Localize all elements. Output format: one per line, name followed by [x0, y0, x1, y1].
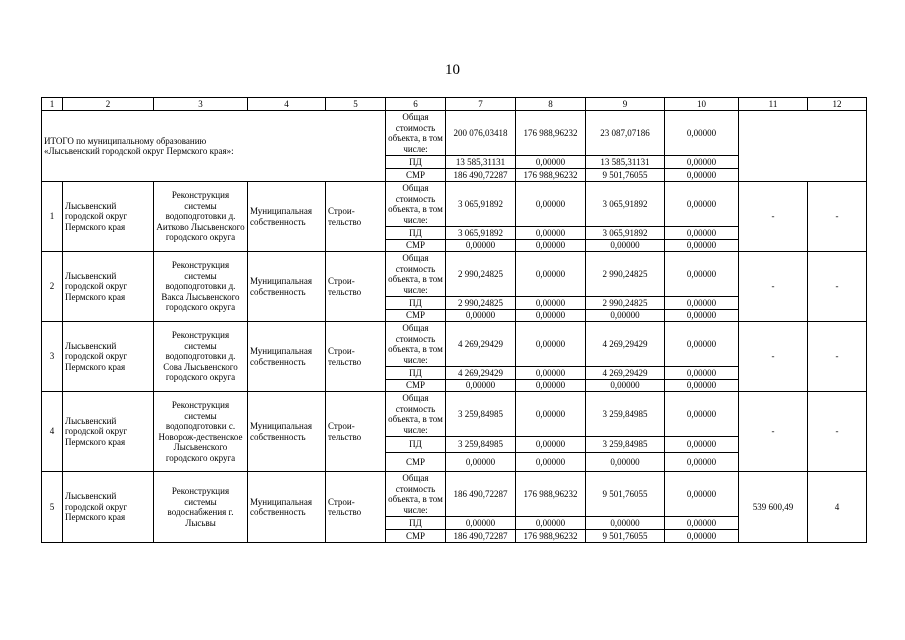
column-11-cell: - [739, 182, 808, 252]
cost-type-cell: СМР [386, 240, 446, 252]
column-12-cell: - [808, 182, 867, 252]
header-cell: 2 [63, 98, 154, 111]
project-municipality: Лысьвенский городской округ Пермского края [63, 182, 154, 252]
value-cell: 0,00000 [516, 310, 586, 322]
value-cell: 0,00000 [586, 310, 665, 322]
project-work-type: Строи-тельство [326, 392, 386, 472]
cost-type-cell: ПД [386, 517, 446, 530]
value-cell: 0,00000 [516, 453, 586, 472]
header-cell: 8 [516, 98, 586, 111]
project-work-type: Строи-тельство [326, 322, 386, 392]
header-row [42, 98, 867, 111]
value-cell: 0,00000 [516, 367, 586, 380]
column-11-cell: - [739, 392, 808, 472]
value-cell: 0,00000 [665, 252, 739, 297]
value-cell: 4 269,29429 [446, 367, 516, 380]
value-cell: 0,00000 [516, 227, 586, 240]
project-work-type: Строи-тельство [326, 182, 386, 252]
value-cell: 0,00000 [446, 240, 516, 252]
value-cell: 2 990,24825 [586, 252, 665, 297]
header-cell: 4 [248, 98, 326, 111]
value-cell: 186 490,72287 [446, 530, 516, 543]
cost-type-cell: Общая стоимость объекта, в том числе: [386, 472, 446, 517]
project-ownership: Муниципальная собственность [248, 322, 326, 392]
project-object: Реконструкция системы водоподготовки д. Аитково Лысьвенского городского округа [154, 182, 248, 252]
summary-label-line1: ИТОГО по муниципальному образованию [44, 135, 207, 146]
value-cell: 0,00000 [665, 437, 739, 453]
value-cell: 0,00000 [516, 322, 586, 367]
column-11-cell: - [739, 252, 808, 322]
value-cell: 0,00000 [586, 453, 665, 472]
value-cell: 4 269,29429 [446, 322, 516, 367]
value-cell: 3 259,84985 [446, 392, 516, 437]
value-cell: 0,00000 [665, 392, 739, 437]
project-number: 4 [42, 392, 63, 472]
header-cell: 1 [42, 98, 63, 111]
cost-type-cell: СМР [386, 530, 446, 543]
header-cell: 7 [446, 98, 516, 111]
value-cell: 9 501,76055 [586, 472, 665, 517]
value-cell: 4 269,29429 [586, 367, 665, 380]
project-number: 1 [42, 182, 63, 252]
value-cell: 23 087,07186 [586, 111, 665, 156]
project-municipality: Лысьвенский городской округ Пермского края [63, 472, 154, 543]
project-ownership: Муниципальная собственность [248, 392, 326, 472]
value-cell: 0,00000 [665, 453, 739, 472]
cost-type-cell: ПД [386, 437, 446, 453]
value-cell: 4 269,29429 [586, 322, 665, 367]
project-work-type: Строи-тельство [326, 472, 386, 543]
value-cell: 0,00000 [665, 169, 739, 182]
column-12-cell: 4 [808, 472, 867, 543]
project-ownership: Муниципальная собственность [248, 472, 326, 543]
project-municipality: Лысьвенский городской округ Пермского края [63, 392, 154, 472]
value-cell: 0,00000 [665, 310, 739, 322]
value-cell: 0,00000 [586, 240, 665, 252]
project-row [42, 182, 867, 227]
project-object: Реконструкция системы водоподготовки д. Сова Лысьвенского городского округа [154, 322, 248, 392]
value-cell: 0,00000 [665, 182, 739, 227]
project-row [42, 322, 867, 367]
column-11-cell: 539 600,49 [739, 472, 808, 543]
cost-type-cell: ПД [386, 297, 446, 310]
value-cell: 0,00000 [516, 182, 586, 227]
data-table [41, 97, 867, 543]
cost-type-cell: СМР [386, 380, 446, 392]
cost-type-cell: Общая стоимость объекта, в том числе: [386, 322, 446, 367]
value-cell: 2 990,24825 [446, 252, 516, 297]
project-object: Реконструкция системы водоснабжения г. Лысьвы [154, 472, 248, 543]
value-cell: 2 990,24825 [586, 297, 665, 310]
value-cell: 176 988,96232 [516, 472, 586, 517]
value-cell: 200 076,03418 [446, 111, 516, 156]
cost-type-cell: ПД [386, 227, 446, 240]
value-cell: 9 501,76055 [586, 169, 665, 182]
summary-label [42, 111, 386, 182]
value-cell: 0,00000 [665, 227, 739, 240]
value-cell: 0,00000 [516, 437, 586, 453]
page-number: 10 [445, 62, 460, 78]
value-cell: 0,00000 [665, 472, 739, 517]
value-cell: 176 988,96232 [516, 111, 586, 156]
project-row [42, 252, 867, 297]
value-cell: 0,00000 [665, 322, 739, 367]
header-cell: 12 [808, 98, 867, 111]
cost-type-cell: СМР [386, 169, 446, 182]
value-cell: 0,00000 [516, 392, 586, 437]
project-number: 2 [42, 252, 63, 322]
header-cell: 9 [586, 98, 665, 111]
project-row [42, 392, 867, 437]
column-12-cell: - [808, 392, 867, 472]
cost-type-cell: Общая стоимость объекта, в том числе: [386, 252, 446, 297]
column-11-cell: - [739, 322, 808, 392]
value-cell: 0,00000 [665, 297, 739, 310]
value-cell: 13 585,31131 [446, 156, 516, 169]
project-number: 3 [42, 322, 63, 392]
project-municipality: Лысьвенский городской округ Пермского края [63, 252, 154, 322]
project-ownership: Муниципальная собственность [248, 252, 326, 322]
column-12-cell: - [808, 322, 867, 392]
header-cell: 3 [154, 98, 248, 111]
value-cell: 176 988,96232 [516, 530, 586, 543]
value-cell: 0,00000 [665, 517, 739, 530]
header-cell: 6 [386, 98, 446, 111]
value-cell: 186 490,72287 [446, 169, 516, 182]
summary-empty-cell [739, 111, 867, 182]
value-cell: 0,00000 [516, 517, 586, 530]
header-cell: 10 [665, 98, 739, 111]
value-cell: 0,00000 [516, 156, 586, 169]
project-number: 5 [42, 472, 63, 543]
value-cell: 3 065,91892 [586, 227, 665, 240]
value-cell: 0,00000 [516, 240, 586, 252]
value-cell: 0,00000 [665, 367, 739, 380]
value-cell: 0,00000 [665, 156, 739, 169]
header-cell: 11 [739, 98, 808, 111]
cost-type-cell: Общая стоимость объекта, в том числе: [386, 182, 446, 227]
value-cell: 3 065,91892 [446, 227, 516, 240]
value-cell: 3 259,84985 [586, 392, 665, 437]
value-cell: 2 990,24825 [446, 297, 516, 310]
value-cell: 0,00000 [516, 297, 586, 310]
summary-label-line2: «Лысьвенский городской округ Пермского края»: [44, 146, 234, 156]
column-12-cell: - [808, 252, 867, 322]
value-cell: 3 259,84985 [446, 437, 516, 453]
value-cell: 0,00000 [665, 380, 739, 392]
value-cell: 186 490,72287 [446, 472, 516, 517]
value-cell: 0,00000 [516, 380, 586, 392]
value-cell: 13 585,31131 [586, 156, 665, 169]
value-cell: 0,00000 [516, 252, 586, 297]
value-cell: 9 501,76055 [586, 530, 665, 543]
cost-type-cell: ПД [386, 156, 446, 169]
project-work-type: Строи-тельство [326, 252, 386, 322]
value-cell: 3 065,91892 [586, 182, 665, 227]
project-municipality: Лысьвенский городской округ Пермского края [63, 322, 154, 392]
cost-type-cell: СМР [386, 310, 446, 322]
cost-type-cell: ПД [386, 367, 446, 380]
value-cell: 0,00000 [665, 530, 739, 543]
project-row [42, 472, 867, 517]
cost-type-cell: Общая стоимость объекта, в том числе: [386, 392, 446, 437]
value-cell: 0,00000 [446, 517, 516, 530]
project-ownership: Муниципальная собственность [248, 182, 326, 252]
value-cell: 3 065,91892 [446, 182, 516, 227]
value-cell: 3 259,84985 [586, 437, 665, 453]
value-cell: 176 988,96232 [516, 169, 586, 182]
cost-type-cell: Общая стоимость объекта, в том числе: [386, 111, 446, 156]
value-cell: 0,00000 [446, 380, 516, 392]
cost-type-cell: СМР [386, 453, 446, 472]
summary-row-total [42, 111, 867, 156]
value-cell: 0,00000 [586, 517, 665, 530]
value-cell: 0,00000 [665, 111, 739, 156]
project-object: Реконструкция системы водоподготовки с. Новорож-дественское Лысьвенского городского округа [154, 392, 248, 472]
header-cell: 5 [326, 98, 386, 111]
project-object: Реконструкция системы водоподготовки д. Вакса Лысьвенского городского округа [154, 252, 248, 322]
value-cell: 0,00000 [665, 240, 739, 252]
value-cell: 0,00000 [446, 310, 516, 322]
value-cell: 0,00000 [446, 453, 516, 472]
value-cell: 0,00000 [586, 380, 665, 392]
